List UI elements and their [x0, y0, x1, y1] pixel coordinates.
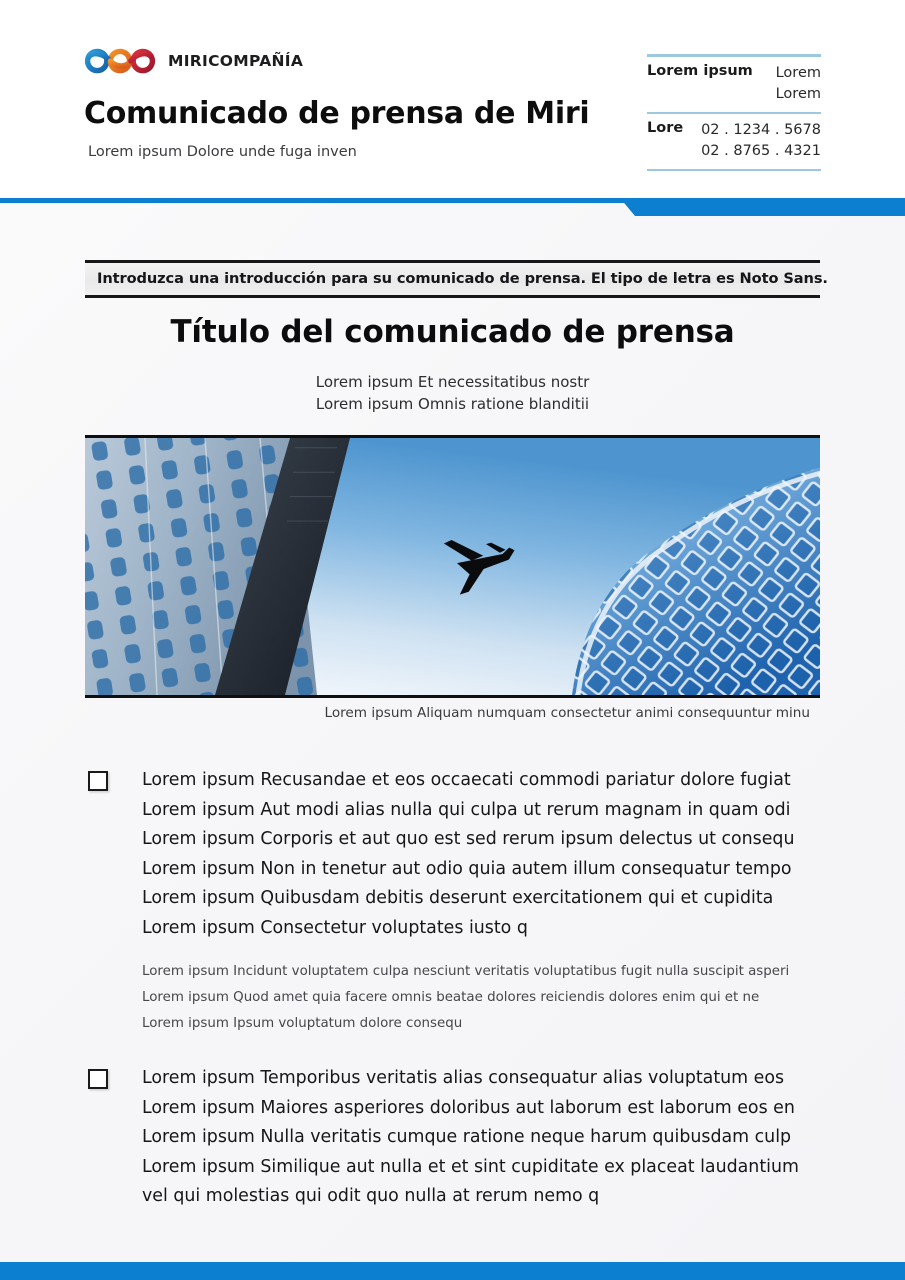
contact-row-1-label: Lorem ipsum — [647, 62, 753, 79]
document-body — [0, 224, 905, 1262]
content-block-2-head — [85, 1064, 820, 1212]
list-item: Lorem ipsum Non in tenetur aut odio quia autem illum consequatur tempo — [142, 858, 792, 879]
content-block-1-lines — [142, 766, 795, 943]
checkbox-block-1[interactable] — [88, 771, 108, 791]
photo-caption: Lorem ipsum Aliquam numquam consectetur animi consequuntur minu — [324, 705, 810, 721]
list-item: Lorem ipsum Quibusdam debitis deserunt exercitationem qui et cupidita — [142, 888, 774, 908]
list-item: Lorem ipsum Corporis et aut quo est sed rerum ipsum delectus ut consequ — [142, 829, 795, 849]
brand-row — [84, 46, 303, 76]
footer-blue-bar — [0, 1262, 905, 1280]
contact-row-2-value-line2: 02 . 8765 . 4321 — [701, 142, 821, 159]
content-block-1-subtext — [142, 959, 820, 1037]
subtext-line: Lorem ipsum Quod amet quia facere omnis beatae dolores reiciendis dolores enim qui et ne — [142, 990, 760, 1005]
list-item: Lorem ipsum Aut modi alias nulla qui culpa ut rerum magnam in quam odi — [142, 799, 791, 820]
press-release-subtitle — [0, 372, 905, 416]
subtext-line: Lorem ipsum Incidunt voluptatem culpa nesciunt veritatis voluptatibus fugit nulla suscipit asperi — [142, 964, 790, 979]
contact-row-2 — [647, 114, 821, 169]
intro-box — [85, 260, 828, 298]
list-item: vel qui molestias qui odit quo nulla at rerum nemo q — [142, 1186, 600, 1206]
header-blue-divider — [0, 198, 905, 224]
intro-text: Introduzca una introducción para su comunicado de prensa. El tipo de letra es Noto Sans. — [97, 270, 828, 287]
contact-row-2-values — [701, 120, 821, 162]
list-item: Lorem ipsum Temporibus veritatis alias consequatur alias voluptatum eos — [142, 1068, 785, 1088]
press-subtitle-line2: Lorem ipsum Omnis ratione blanditii — [315, 394, 590, 413]
contact-rule-bottom — [647, 169, 821, 171]
subtext-line: Lorem ipsum Ipsum voluptatum dolore consequ — [142, 1016, 463, 1031]
content-block-1-head — [85, 766, 820, 943]
checkbox-block-2[interactable] — [88, 1069, 108, 1089]
page-title: Comunicado de prensa de Miri — [84, 96, 590, 131]
infinity-loops-logo-icon — [84, 46, 156, 76]
list-item: Lorem ipsum Nulla veritatis cumque ratione neque harum quibusdam culp — [142, 1127, 792, 1147]
list-item: Lorem ipsum Similique aut nulla et et sint cupiditate ex placeat laudantium — [142, 1156, 799, 1177]
contact-row-1-value-line2: Lorem — [775, 85, 821, 102]
press-release-title: Título del comunicado de prensa — [170, 314, 735, 350]
content-block-2 — [85, 1064, 820, 1212]
list-item: Lorem ipsum Maiores asperiores doloribus aut laborum est laborum eos en — [142, 1097, 795, 1118]
content-block-1 — [85, 766, 820, 1037]
contact-table — [647, 54, 821, 171]
document-header — [0, 0, 905, 198]
list-item: Lorem ipsum Recusandae et eos occaecati commodi pariatur dolore fugiat — [142, 770, 791, 790]
contact-row-1-value-line1: Lorem — [775, 64, 821, 81]
contact-row-1 — [647, 57, 821, 112]
contact-row-1-values — [776, 63, 821, 105]
press-subtitle-line1: Lorem ipsum Et necessitatibus nostr — [315, 373, 590, 391]
list-item: Lorem ipsum Consectetur voluptates iusto q — [142, 917, 528, 938]
contact-row-2-label: Lore — [647, 119, 684, 136]
brand-name: MIRICOMPAÑÍA — [168, 52, 304, 70]
contact-row-2-value-line1: 02 . 1234 . 5678 — [701, 121, 821, 138]
skyline-with-airplane-photo — [85, 435, 820, 698]
content-block-2-lines — [142, 1064, 799, 1212]
page-subtitle: Lorem ipsum Dolore unde fuga inven — [88, 144, 357, 160]
